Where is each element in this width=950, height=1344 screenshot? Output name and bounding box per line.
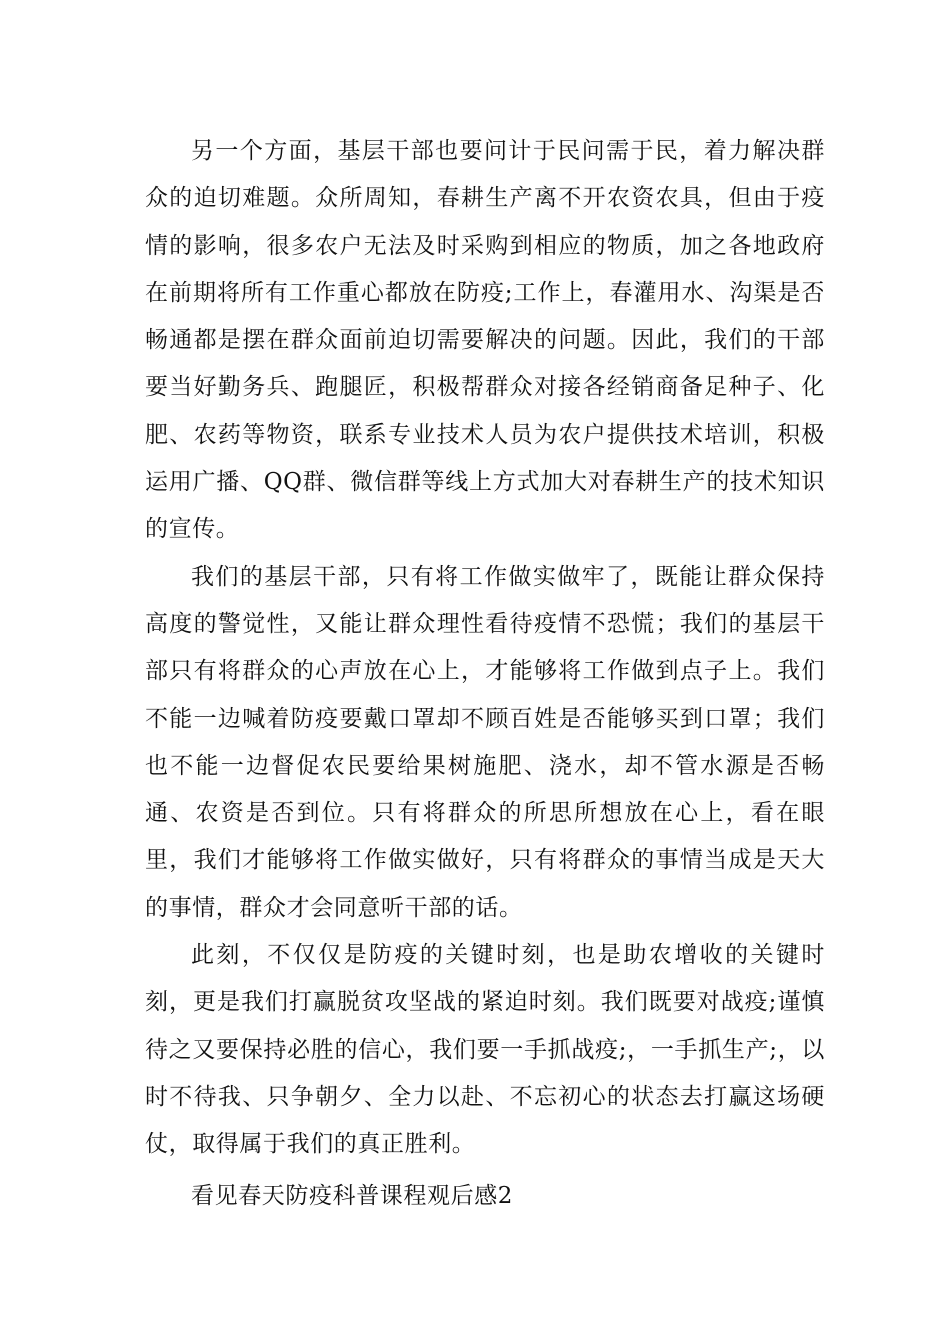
paragraph-2: 我们的基层干部，只有将工作做实做牢了，既能让群众保持高度的警觉性，又能让群众理性看待疫情不恐慌；我们的基层干部只有将群众的心声放在心上，才能够将工作做到点子上。我们不能一边喊着防疫要戴口罩却不顾百姓是否能够买到口罩；我们也不能一边督促农民要给果树施肥、浇水，却不管水源是否畅通、农资是否到位。只有将群众的所思所想放在心上，看在眼里，我们才能够将工作做实做好，只有将群众的事情当成是天大的事情，群众才会同意听干部的话。 <box>145 563 825 921</box>
paragraph-3: 此刻，不仅仅是防疫的关键时刻，也是助农增收的关键时刻，更是我们打赢脱贫攻坚战的紧迫时刻。我们既要对战疫;谨慎待之又要保持必胜的信心，我们要一手抓战疫;，一手抓生产;，以时不待我、只争朝夕、全力以赴、不忘初心的状态去打赢这场硬仗，取得属于我们的真正胜利。 <box>145 942 825 1158</box>
section-heading: 看见春天防疫科普课程观后感2 <box>191 1182 514 1209</box>
document-body <box>145 128 825 1220</box>
paragraph-1: 另一个方面，基层干部也要问计于民问需于民，着力解决群众的迫切难题。众所周知，春耕生产离不开农资农具，但由于疫情的影响，很多农户无法及时采购到相应的物质，加之各地政府在前期将所有工作重心都放在防疫;工作上，春灌用水、沟渠是否畅通都是摆在群众面前迫切需要解决的问题。因此，我们的干部要当好勤务兵、跑腿匠，积极帮群众对接各经销商备足种子、化肥、农药等物资，联系专业技术人员为农户提供技术培训，积极运用广播、QQ群、微信群等线上方式加大对春耕生产的技术知识的宣传。 <box>145 138 825 543</box>
